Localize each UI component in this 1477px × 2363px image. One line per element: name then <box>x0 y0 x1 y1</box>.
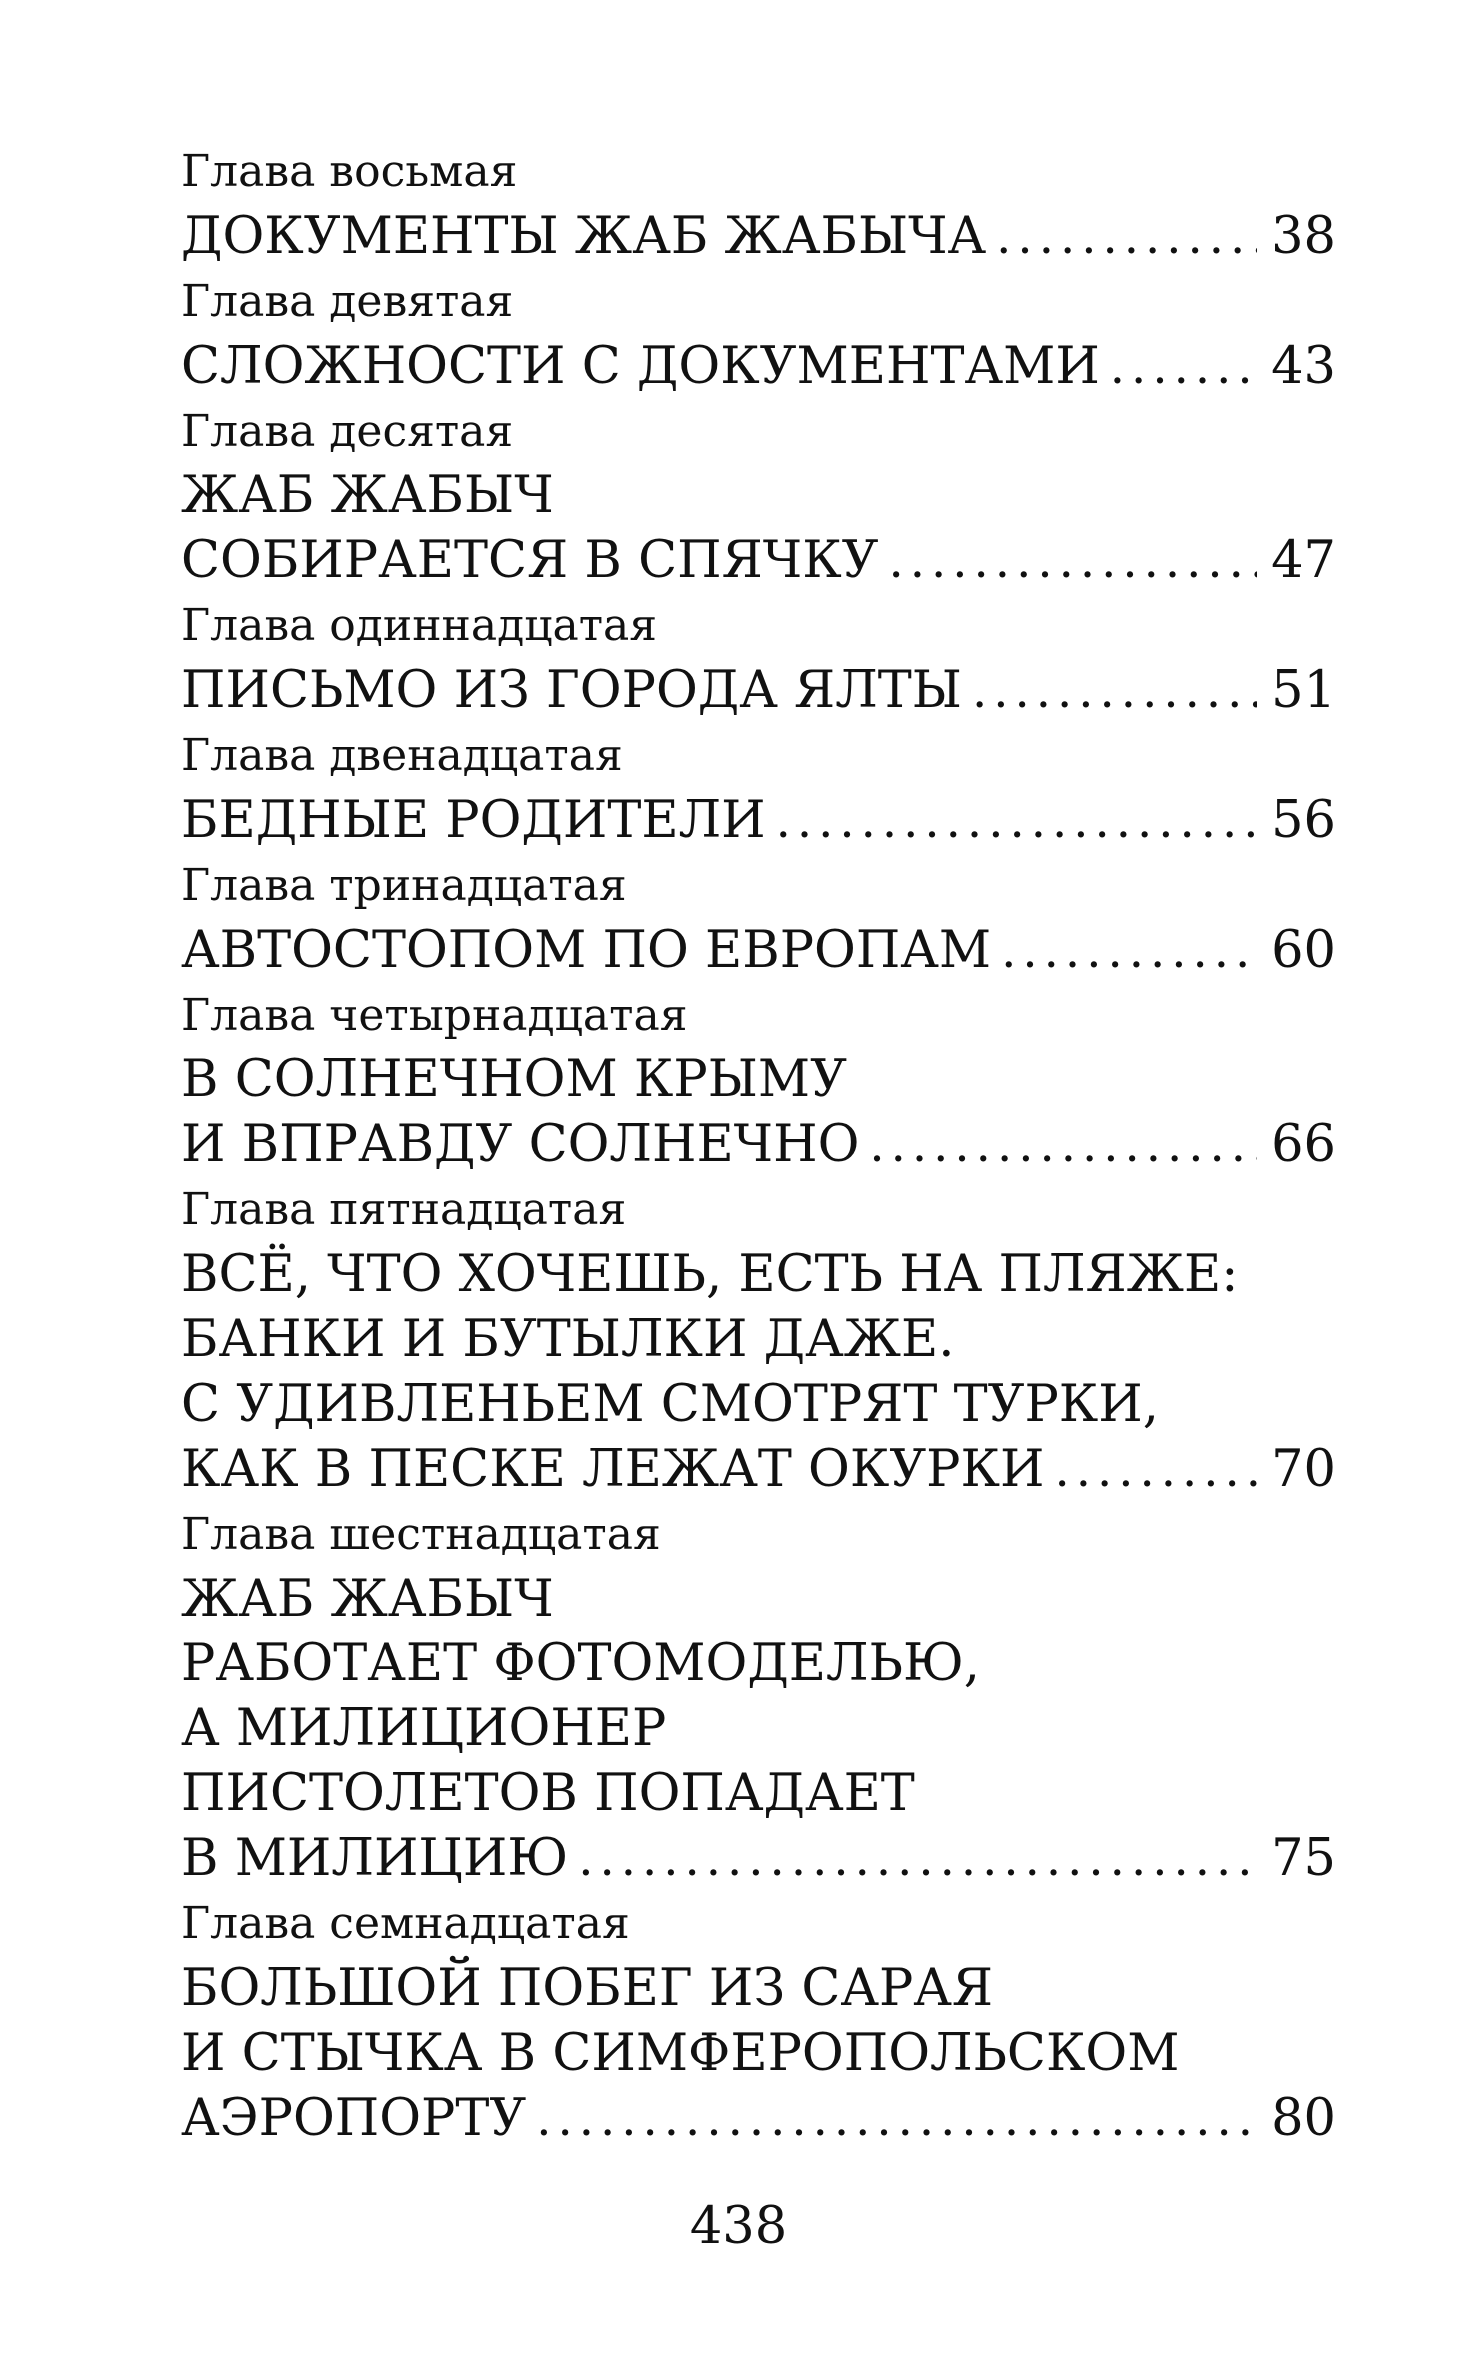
chapter-label: Глава восьмая <box>181 146 518 197</box>
chapter-title-line: И СТЫЧКА В СИМФЕРОПОЛЬСКОМ <box>181 2023 1180 2083</box>
dot-leader <box>1001 919 1257 984</box>
chapter-title-line: РАБОТАЕТ ФОТОМОДЕЛЬЮ, <box>181 1634 981 1694</box>
chapter-title-line: СОБИРАЕТСЯ В СПЯЧКУ <box>181 531 879 591</box>
chapter-label: Глава пятнадцатая <box>181 1184 627 1236</box>
dot-leader <box>1110 335 1257 400</box>
chapter-title-final-line <box>181 205 1336 270</box>
chapter-title-final-line <box>181 1113 1336 1178</box>
chapter-page-number: 56 <box>1271 790 1336 850</box>
toc-entry <box>181 594 1336 724</box>
chapter-page-number: 80 <box>1271 2088 1336 2148</box>
chapter-title-line: ЖАБ ЖАБЫЧ <box>181 1569 554 1629</box>
chapter-title-line: В МИЛИЦИЮ <box>181 1829 569 1889</box>
chapter-page-number: 47 <box>1271 531 1336 591</box>
chapter-label: Глава десятая <box>181 405 514 457</box>
chapter-title-final-line <box>181 919 1336 984</box>
dot-leader <box>578 1827 1257 1892</box>
dot-leader <box>536 2087 1257 2152</box>
dot-leader <box>972 659 1257 724</box>
toc-entry <box>181 854 1336 984</box>
chapter-title-line: АЭРОПОРТУ <box>181 2088 527 2148</box>
chapter-page-number: 43 <box>1271 336 1336 396</box>
chapter-title-final-line <box>181 335 1336 400</box>
chapter-page-number: 51 <box>1271 661 1336 721</box>
chapter-title-line: ВСЁ, ЧТО ХОЧЕШЬ, ЕСТЬ НА ПЛЯЖЕ: <box>181 1245 1239 1305</box>
chapter-title-final-line <box>181 1438 1336 1503</box>
chapter-label: Глава шестнадцатая <box>181 1508 661 1560</box>
chapter-title-line: БОЛЬШОЙ ПОБЕГ ИЗ САРАЯ <box>181 1958 994 2018</box>
toc-entry <box>181 140 1336 270</box>
chapter-page-number: 70 <box>1271 1439 1336 1499</box>
chapter-page-number: 75 <box>1271 1829 1336 1889</box>
chapter-title-line: КАК В ПЕСКЕ ЛЕЖАТ ОКУРКИ <box>181 1439 1045 1499</box>
chapter-title-line: ПИСЬМО ИЗ ГОРОДА ЯЛТЫ <box>181 661 962 721</box>
chapter-title-line: ДОКУМЕНТЫ ЖАБ ЖАБЫЧА <box>181 206 987 266</box>
chapter-label: Глава тринадцатая <box>181 859 627 911</box>
toc-entry <box>181 984 1336 1179</box>
chapter-title-line: В СОЛНЕЧНОМ КРЫМУ <box>181 1050 847 1110</box>
chapter-page-number: 66 <box>1271 1115 1336 1175</box>
chapter-label: Глава семнадцатая <box>181 1898 630 1950</box>
dot-leader <box>776 789 1257 854</box>
chapter-page-number: 60 <box>1271 920 1336 980</box>
chapter-label: Глава одиннадцатая <box>181 600 658 652</box>
chapter-title-line: И ВПРАВДУ СОЛНЕЧНО <box>181 1115 860 1175</box>
toc-entry <box>181 1892 1336 2152</box>
chapter-title-final-line <box>181 2087 1336 2152</box>
page-number: 438 <box>689 2197 788 2256</box>
chapter-title-line: БЕДНЫЕ РОДИТЕЛИ <box>181 790 766 850</box>
toc-entry <box>181 1178 1336 1502</box>
chapter-title-line: АВТОСТОПОМ ПО ЕВРОПАМ <box>181 920 992 980</box>
chapter-title-line: С УДИВЛЕНЬЕМ СМОТРЯТ ТУРКИ, <box>181 1374 1159 1434</box>
chapter-title-line: ПИСТОЛЕТОВ ПОПАДАЕТ <box>181 1764 915 1824</box>
chapter-title-final-line <box>181 789 1336 854</box>
toc-entry <box>181 400 1336 595</box>
chapter-title-final-line <box>181 659 1336 724</box>
toc-entry <box>181 1503 1336 1892</box>
dot-leader <box>889 529 1258 594</box>
dot-leader <box>869 1113 1257 1178</box>
dot-leader <box>996 205 1257 270</box>
toc-entry <box>181 270 1336 400</box>
chapter-label: Глава двенадцатая <box>181 730 623 782</box>
chapter-title-line: БАНКИ И БУТЫЛКИ ДАЖЕ. <box>181 1310 955 1370</box>
chapter-title-final-line <box>181 1827 1336 1892</box>
chapter-title-final-line <box>181 529 1336 594</box>
chapter-title-line: СЛОЖНОСТИ С ДОКУМЕНТАМИ <box>181 336 1100 396</box>
dot-leader <box>1054 1438 1257 1503</box>
toc-entry <box>181 724 1336 854</box>
table-of-contents <box>181 140 1336 2152</box>
chapter-title-line: А МИЛИЦИОНЕР <box>181 1699 667 1759</box>
chapter-label: Глава четырнадцатая <box>181 989 688 1041</box>
chapter-title-line: ЖАБ ЖАБЫЧ <box>181 466 554 526</box>
chapter-page-number: 38 <box>1271 206 1336 266</box>
chapter-label: Глава девятая <box>181 275 514 327</box>
